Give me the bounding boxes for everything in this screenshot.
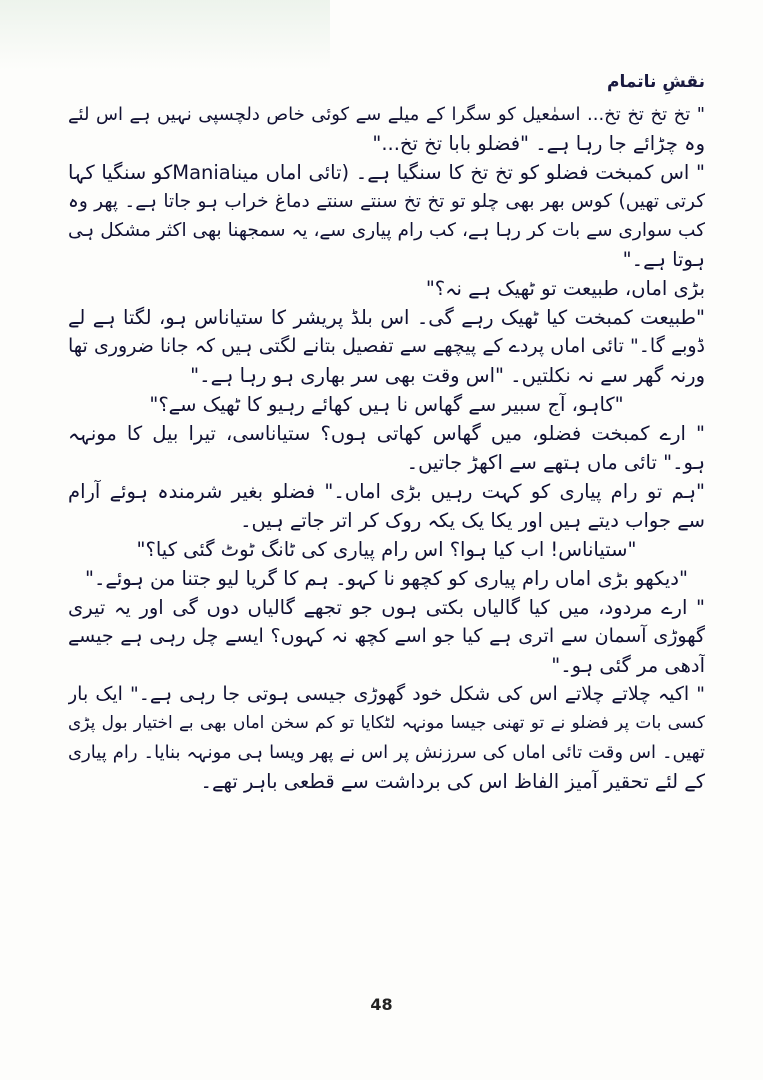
text-line: کسی بات پر فضلو نے تو تھنی جیسا مونہہ لٹکایا تو کم سخن اماں بھی بے اختیار بول پڑی	[68, 713, 705, 733]
text-line: "ہم تو رام پیاری کو کہت رہیں بڑی اماں۔" فضلو بغیر شرمندہ ہوئے آرام	[68, 480, 705, 503]
text-line: ہوتا ہے۔"	[622, 248, 705, 271]
text-line: "طبیعت کمبخت کیا ٹھیک رہے گی۔ اس بلڈ پریشر کا ستیاناس ہو، لگتا ہے لے	[68, 306, 705, 329]
scan-smudge	[0, 0, 330, 70]
text-line: "ستیاناس! اب کیا ہوا؟ اس رام پیاری کی ٹانگ ٹوٹ گئی کیا؟"	[136, 538, 637, 561]
text-line: " ارے مردود، میں کیا گالیاں بکتی ہوں جو تجھے گالیاں دوں گی اور یہ تیری	[68, 596, 705, 619]
text-line: تھیں۔ اس وقت تائی اماں کی سرزنش پر اس نے پھر ویسا ہی مونہہ بنایا۔ رام پیاری	[68, 742, 705, 763]
text-line: گھوڑی آسمان سے اتری ہے کیا جو اسے کچھ نہ کہوں؟ ایسے چل رہی ہے جیسے	[68, 625, 705, 647]
body-text	[68, 100, 705, 796]
page-number: 48	[370, 995, 393, 1014]
text-line: ہو۔" تائی ماں ہتھے سے اکھڑ جاتیں۔	[406, 451, 705, 474]
text-line: "دیکھو بڑی اماں رام پیاری کو کچھو نا کہو۔ ہم کا گریا لیو جتنا من ہوئے۔"	[85, 567, 688, 590]
text-line: " اکیہ چلاتے چلاتے اس کی شکل خود گھوڑی جیسی ہوتی جا رہی ہے۔" ایک بار	[68, 683, 705, 705]
running-head: نقشِ ناتمام	[607, 72, 705, 92]
text-line: " تخ تخ تخ تخ... اسمٰعیل کو سگرا کے میلے سے کوئی خاص دلچسپی نہیں ہے اس لئے	[68, 104, 705, 125]
text-line: ورنہ گھر سے نہ نکلتیں۔ "اس وقت بھی سر بھاری ہو رہا ہے۔"	[190, 364, 705, 387]
text-line: " ارے کمبخت فضلو، میں گھاس کھاتی ہوں؟ ستیاناسی، تیرا بیل کا مونہہ	[68, 422, 705, 445]
text-line: کب سواری سے بات کر رہا ہے، کب رام پیاری سے، یہ سمجھنا بھی اکثر مشکل ہی	[68, 220, 705, 241]
text-line: کرتی تھیں) کوس بھر بھی چلو تو تخ تخ سنتے سنتے دماغ خراب ہو جاتا ہے۔ پھر وہ	[68, 191, 705, 212]
text-line: سے جواب دیتے ہیں اور یکا یک یکہ روک کر اتر جاتے ہیں۔	[240, 509, 705, 532]
text-line: بڑی اماں، طبیعت تو ٹھیک ہے نہ؟"	[425, 277, 705, 300]
text-line: وہ چڑائے جا رہا ہے۔ "فضلو بابا تخ تخ..."	[372, 132, 705, 155]
text-line: "کاہو، آج سبیر سے گھاس نا ہیں کھائے رہیو کا ٹھیک سے؟"	[149, 393, 624, 416]
text-line: ڈوبے گا۔" تائی اماں پردے کے پیچھے سے تفصیل بتانے لگتی ہیں کہ جانا ضروری تھا	[68, 335, 705, 357]
text-line: " اس کمبخت فضلو کو تخ تخ کا سنگیا ہے۔ (تائی اماں میناManiaکو سنگیا کہا	[68, 161, 705, 184]
text-line: کے لئے تحقیر آمیز الفاظ اس کی برداشت سے قطعی باہر تھے۔	[200, 770, 705, 793]
text-line: آدھی مر گئی ہو۔"	[551, 654, 705, 677]
